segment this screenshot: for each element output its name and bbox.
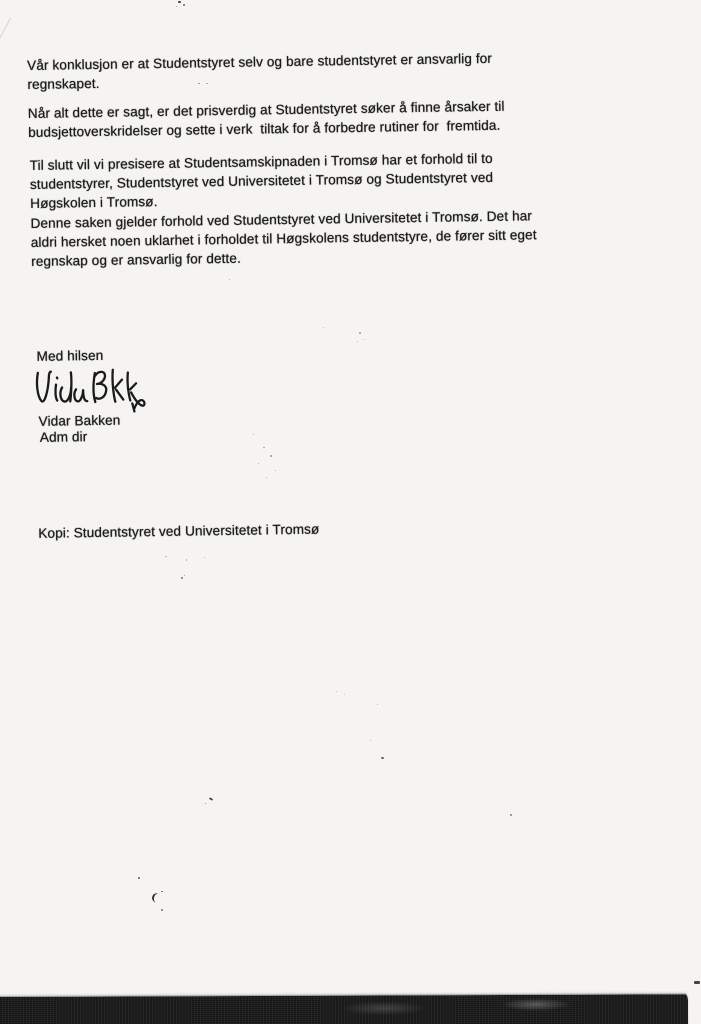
scan-speckle	[364, 339, 365, 340]
scan-speckle	[161, 909, 163, 911]
scan-speckle	[204, 557, 205, 558]
paragraph-conclusion: Vår konklusjon er at Studentstyret selv og bare studentstyret er ansvarlig for regnskapet.	[27, 50, 493, 93]
scan-speckle	[270, 455, 272, 457]
scan-speckle	[275, 470, 276, 471]
scanner-artifact-bar	[0, 994, 688, 1024]
scan-speckle	[370, 740, 371, 741]
paragraph-commendation: Når alt dette er sagt, er det prisverdig at Studentstyret søker å finne årsaker til budsjettoverskridelser og sette i verk tiltak for å forbedre rutiner for fremtida.	[27, 98, 505, 141]
scan-speckle	[694, 981, 700, 984]
scan-speckle	[183, 4, 185, 6]
paragraph-clarification: Til slutt vil vi presisere at Studentsamskipnaden i Tromsø har et forhold til to studentstyrer, Studentstyret ved Universitetet i Tromsø og Studentstyret ved Høgskolen i Tromsø. Denne saken gjelder forhold ved Studentstyret ved Universitetet i Tromsø. Det har aldri hersket noen uklarhet i forholdet til Høgskolens studentstyre, de fører sitt eget regnskap og er ansvarlig for dette.	[29, 150, 537, 269]
scan-speckle	[377, 704, 378, 705]
scan-speckle	[138, 877, 140, 879]
cc-line: Kopi: Studentstyret ved Universitetet i Tromsø	[38, 521, 320, 541]
scan-speckle	[165, 556, 167, 557]
scan-speckle	[263, 447, 265, 448]
scan-speckle	[266, 477, 267, 478]
scan-speckle	[184, 575, 185, 576]
scan-speckle	[186, 559, 187, 561]
scan-speckle	[336, 691, 337, 692]
scan-speckle	[198, 83, 200, 84]
scan-speckle	[206, 83, 208, 84]
scan-speckle	[359, 332, 361, 334]
scan-speckle	[357, 341, 358, 342]
scan-speckle	[510, 814, 512, 816]
scan-speckle	[253, 434, 254, 435]
scan-speckle	[258, 463, 259, 464]
scan-speckle	[176, 6, 177, 7]
scan-speckle	[205, 803, 206, 804]
scan-speckle	[161, 891, 163, 892]
scan-speckle	[381, 757, 384, 759]
scan-speckle	[323, 327, 324, 328]
scan-speckle	[178, 1, 181, 3]
scan-speckle	[229, 279, 230, 280]
signer-name: Vidar Bakken	[38, 412, 121, 429]
scan-speckle	[181, 577, 183, 579]
closing-salutation: Med hilsen	[36, 347, 104, 364]
signer-title: Adm dir	[39, 429, 88, 445]
scan-speckle	[344, 694, 345, 695]
